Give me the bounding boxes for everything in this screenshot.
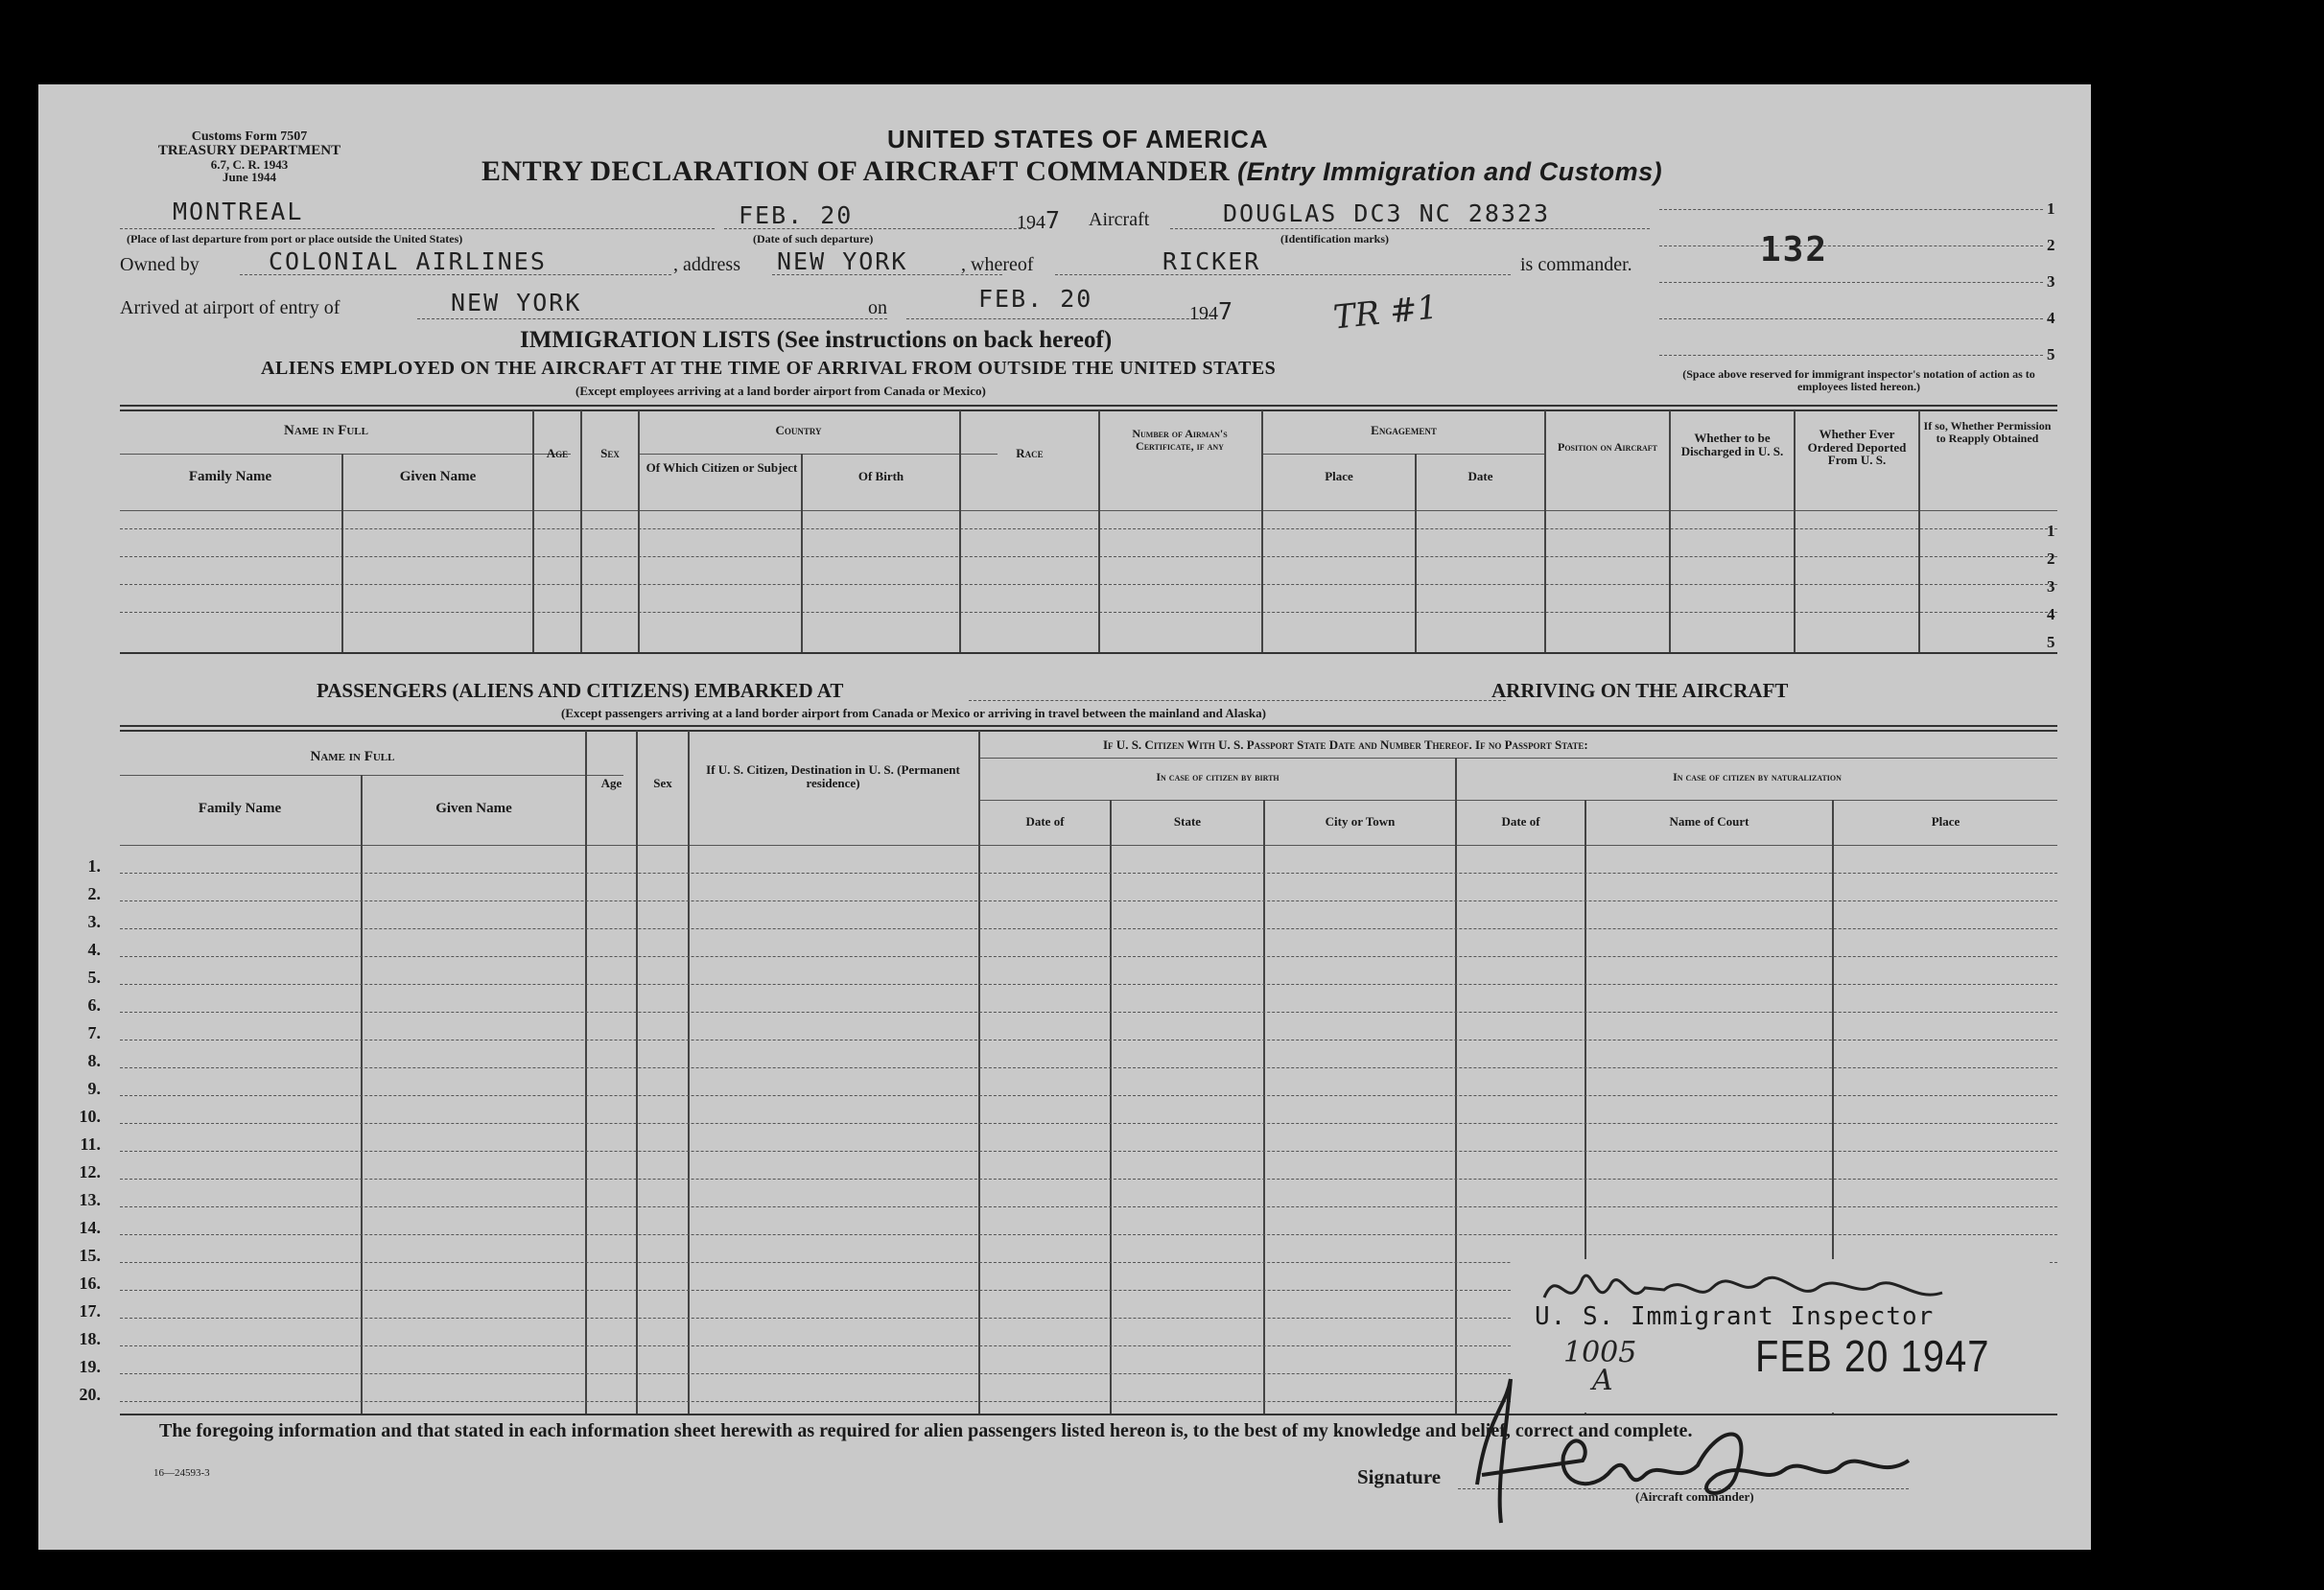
- departure-place: MONTREAL: [173, 198, 304, 225]
- departure-year: [1017, 206, 1062, 234]
- pass-header-name-in-full: Name in Full: [310, 749, 395, 764]
- departure-year-prefix: 194: [1017, 212, 1045, 233]
- pass-row-number-4: 4.: [87, 940, 101, 959]
- pass-row-number-15: 15.: [79, 1246, 101, 1265]
- aliens-row-number-3: 3: [2047, 577, 2055, 596]
- aliens-header-age: Age: [546, 446, 569, 460]
- aliens-header-discharged: Whether to be Discharged in U. S.: [1680, 431, 1784, 458]
- form-date: June 1944: [223, 170, 276, 184]
- aliens-header-country: Country: [775, 423, 822, 437]
- immigration-title: IMMIGRATION LISTS (See instructions on back hereof): [520, 327, 1113, 353]
- inspection-date-stamp: FEB 20 1947: [1755, 1332, 1990, 1382]
- commander-signature: [1467, 1369, 1918, 1532]
- arrival-year-prefix: 194: [1189, 303, 1218, 324]
- pass-header-sex: Sex: [653, 776, 672, 790]
- pass-row-number-6: 6.: [87, 995, 101, 1015]
- aircraft-id: [1223, 199, 1550, 227]
- form-id-block: [106, 130, 393, 183]
- right-line-number-5: 5: [2047, 345, 2055, 363]
- arrival-year-suffix: 7: [1218, 297, 1235, 325]
- signature-label: Signature: [1357, 1465, 1442, 1488]
- aircraft-number: 28323: [1467, 199, 1551, 227]
- departure-place-caption: (Place of last departure from port or place outside the United States): [127, 232, 463, 246]
- pass-header-by-birth: In case of citizen by birth: [1156, 770, 1279, 783]
- pass-row-number-8: 8.: [87, 1051, 101, 1070]
- right-line-number-3: 3: [2047, 272, 2055, 291]
- form-number: Customs Form 7507: [191, 129, 308, 144]
- on-label: on: [868, 297, 887, 318]
- owner-address: NEW YORK: [777, 247, 908, 275]
- departure-date: FEB. 20: [739, 201, 854, 229]
- aliens-header-engagement: Engagement: [1371, 423, 1437, 437]
- pass-header-age: Age: [600, 776, 622, 790]
- aircraft-model: DOUGLAS DC3 NC: [1223, 199, 1452, 227]
- passengers-note: (Except passengers arriving at a land border airport from Canada or Mexico or arriving in travel between the mainland and Alaska): [561, 706, 1266, 720]
- pass-header-destination: If U. S. Citizen, Destination in U. S. (Permanent residence): [706, 762, 960, 790]
- immigration-note: (Except employees arriving at a land border airport from Canada or Mexico): [575, 384, 986, 398]
- pass-row-number-5: 5.: [87, 968, 101, 987]
- pass-row-number-20: 20.: [79, 1385, 101, 1404]
- print-code: 16—24593-3: [153, 1467, 210, 1479]
- pass-header-court: Name of Court: [1669, 814, 1749, 829]
- whereof-label: , whereof: [961, 254, 1034, 275]
- aliens-header-name-in-full: Name in Full: [283, 423, 368, 438]
- owned-by-label: Owned by: [120, 254, 200, 275]
- departure-date-caption: (Date of such departure): [753, 232, 874, 246]
- arrival-date: FEB. 20: [978, 285, 1093, 313]
- right-line-number-1: 1: [2047, 199, 2055, 218]
- pass-row-number-10: 10.: [79, 1107, 101, 1126]
- commander-name: RICKER: [1162, 247, 1261, 275]
- inspector-note: (Space above reserved for immigrant inspector's notation of action as to employees listed hereon.): [1682, 367, 2035, 393]
- declaration-text: The foregoing information and that stated in each information sheet herewith as required for alien passengers listed hereon is, to the best of my knowledge and belief, correct and complete.: [159, 1420, 1693, 1441]
- title-text: ENTRY DECLARATION OF AIRCRAFT COMMANDER: [481, 155, 1231, 187]
- passengers-title-right: ARRIVING ON THE AIRCRAFT: [1491, 679, 1789, 702]
- pass-row-number-13: 13.: [79, 1190, 101, 1209]
- pass-row-number-12: 12.: [79, 1162, 101, 1181]
- form-sheet: [38, 84, 2091, 1550]
- aliens-header-sex: Sex: [600, 446, 620, 460]
- pass-row-number-14: 14.: [79, 1218, 101, 1237]
- pass-header-city: City or Town: [1325, 814, 1396, 829]
- pass-row-number-9: 9.: [87, 1079, 101, 1098]
- aliens-row-number-2: 2: [2047, 549, 2055, 568]
- arrival-year: [1189, 297, 1234, 325]
- pass-header-family-name: Family Name: [198, 801, 282, 816]
- inspector-number: 132: [1760, 230, 1829, 269]
- pass-header-given-name: Given Name: [435, 801, 512, 816]
- aliens-header-race: Race: [1016, 446, 1044, 460]
- address-label: , address: [673, 254, 740, 275]
- regulation: 6.7, C. R. 1943: [210, 157, 289, 172]
- pass-header-date-of-2: Date of: [1501, 814, 1540, 829]
- aliens-header-birth: Of Birth: [857, 469, 904, 483]
- pass-header-date-of: Date of: [1025, 814, 1065, 829]
- pass-row-number-16: 16.: [79, 1274, 101, 1293]
- aliens-header-citizen: Of Which Citizen or Subject: [646, 460, 798, 475]
- is-commander-label: is commander.: [1520, 254, 1632, 275]
- pass-header-by-naturalization: In case of citizen by naturalization: [1673, 770, 1842, 783]
- pass-header-state: State: [1173, 814, 1202, 829]
- title-subtitle: (Entry Immigration and Customs): [1237, 157, 1663, 186]
- aliens-header-date: Date: [1467, 469, 1493, 483]
- arrival-airport: NEW YORK: [451, 289, 582, 316]
- right-line-number-2: 2: [2047, 236, 2055, 254]
- passengers-title-left: PASSENGERS (ALIENS AND CITIZENS) EMBARKED AT: [317, 679, 844, 702]
- signature-caption: (Aircraft commander): [1635, 1489, 1754, 1504]
- department: TREASURY DEPARTMENT: [157, 143, 341, 158]
- aliens-row-number-4: 4: [2047, 605, 2055, 623]
- pass-row-number-18: 18.: [79, 1329, 101, 1348]
- owner-name: COLONIAL AIRLINES: [269, 247, 547, 275]
- inspector-title: U. S. Immigrant Inspector: [1535, 1302, 1935, 1331]
- time-note-value: 1005: [1563, 1336, 1637, 1369]
- time-note-letter: A: [1592, 1364, 1613, 1397]
- aliens-header-permission: If so, Whether Permission to Reapply Obtained: [1923, 419, 2052, 445]
- pass-row-number-7: 7.: [87, 1023, 101, 1042]
- aircraft-caption: (Identification marks): [1280, 232, 1389, 246]
- departure-year-suffix: 7: [1045, 206, 1063, 234]
- pass-row-number-11: 11.: [80, 1134, 101, 1154]
- pass-row-number-3: 3.: [87, 912, 101, 931]
- tr-annotation: TR #1: [1331, 288, 1441, 338]
- aircraft-label: Aircraft: [1089, 209, 1150, 230]
- pass-row-number-2: 2.: [87, 884, 101, 903]
- form-title: [481, 155, 1662, 188]
- arrived-label: Arrived at airport of entry of: [120, 297, 340, 318]
- pass-header-place: Place: [1931, 814, 1960, 829]
- right-line-number-4: 4: [2047, 309, 2055, 327]
- pass-header-passport: If U. S. Citizen With U. S. Passport State Date and Number Thereof. If no Passport State:: [1103, 737, 1588, 752]
- aliens-header-deported: Whether Ever Ordered Deported From U. S.: [1807, 427, 1907, 468]
- pass-row-number-17: 17.: [79, 1301, 101, 1321]
- aliens-header-given-name: Given Name: [399, 469, 477, 484]
- aliens-row-number-1: 1: [2047, 522, 2055, 540]
- aliens-header-certificate: Number of Airman's Certificate, if any: [1132, 427, 1228, 453]
- aliens-header-place: Place: [1325, 469, 1353, 483]
- country-heading: UNITED STATES OF AMERICA: [887, 125, 1269, 153]
- aliens-row-number-5: 5: [2047, 633, 2055, 651]
- aliens-header-family-name: Family Name: [188, 469, 272, 484]
- pass-row-number-1: 1.: [87, 856, 101, 876]
- aliens-header-position: Position on Aircraft: [1557, 440, 1657, 454]
- immigration-subtitle: ALIENS EMPLOYED ON THE AIRCRAFT AT THE TIME OF ARRIVAL FROM OUTSIDE THE UNITED STATES: [261, 358, 1277, 379]
- pass-row-number-19: 19.: [79, 1357, 101, 1376]
